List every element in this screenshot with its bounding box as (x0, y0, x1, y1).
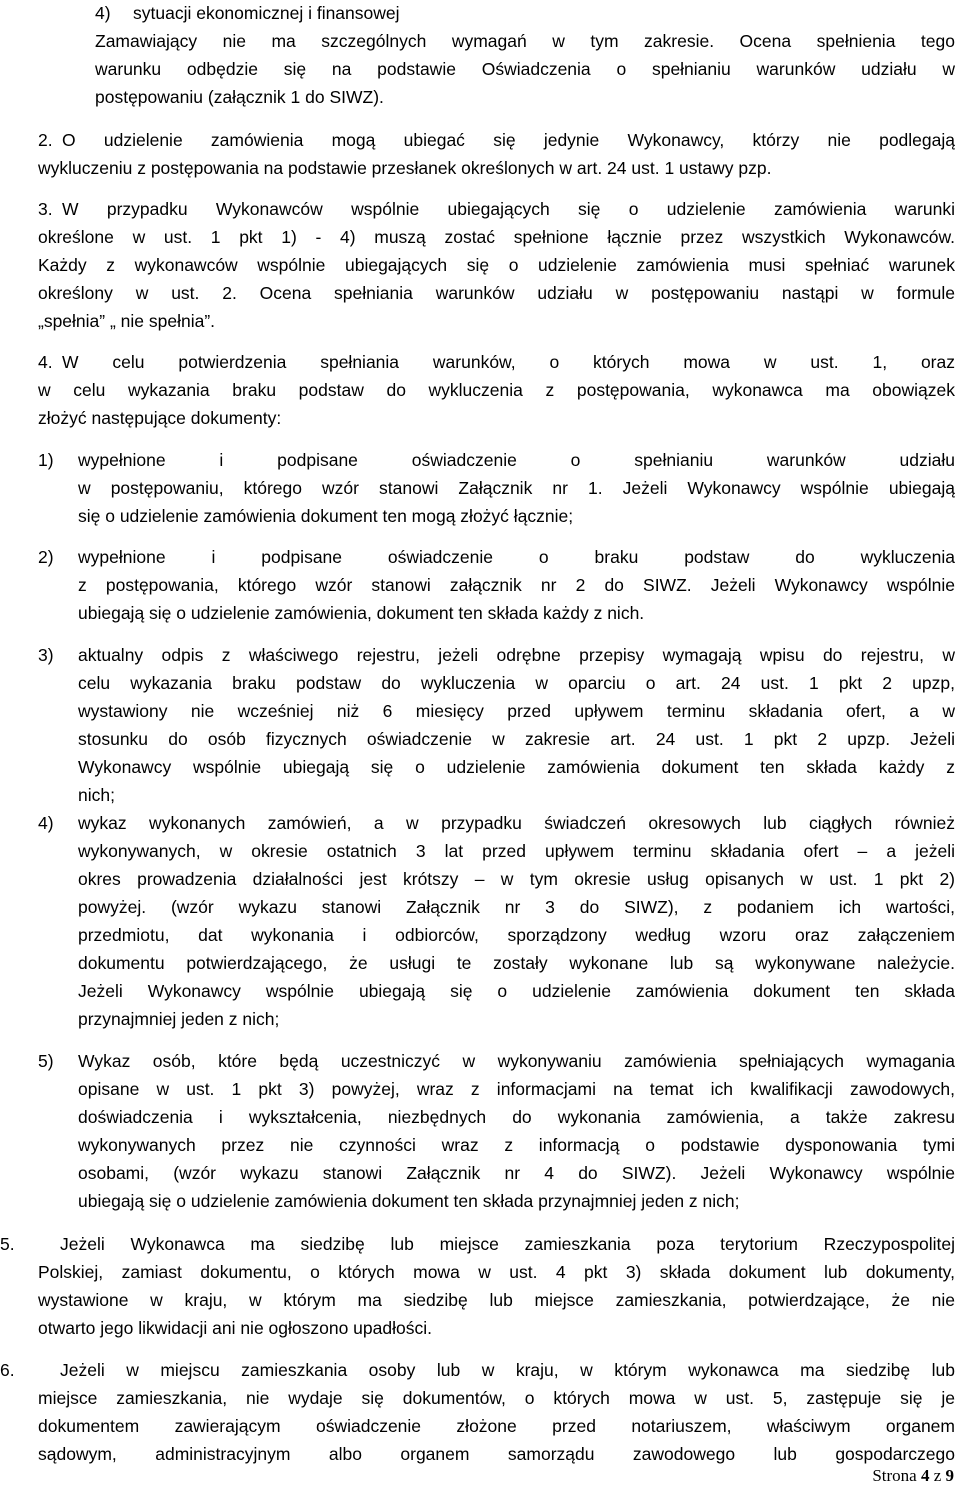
list-item-line: Wykaz osób, które będą uczestniczyć w wykonywaniu zamówienia spełniających wymagania (78, 1051, 955, 1071)
paragraph-line: W celu potwierdzenia spełniania warunków, o których mowa w ust. 1, oraz (62, 352, 955, 372)
section-number: 4. (38, 352, 53, 372)
list-item-line: z postępowania, którego wzór stanowi załącznik nr 2 do SIWZ. Jeżeli Wykonawcy wspólnie (78, 575, 955, 595)
paragraph-line: Zamawiający nie ma szczególnych wymagań w tym zakresie. Ocena spełnienia tego (95, 31, 955, 51)
list-item-line: się o udzielenie zamówienia dokument ten mogą złożyć łącznie; (78, 506, 574, 526)
item-number: 4) (95, 3, 111, 23)
paragraph-line: otwarto jego likwidacji ani nie ogłoszono upadłości. (38, 1318, 432, 1338)
list-item-line: aktualny odpis z właściwego rejestru, jeżeli odrębne przepisy wymagają wpisu do rejestru, w (78, 645, 955, 665)
section-number: 5. (0, 1234, 15, 1254)
section-number: 2. (38, 130, 53, 150)
paragraph-line: wystawione w kraju, w którym ma siedzibę lub miejsce zamieszkania, potwierdzające, że nie (38, 1290, 955, 1310)
list-item-line: ubiegają się o udzielenie zamówienia dokument ten składa przynajmniej jeden z nich; (78, 1191, 740, 1211)
list-number: 5) (38, 1051, 54, 1071)
list-item-line: wypełnione i podpisane oświadczenie o spełnianiu warunków udziału (78, 450, 955, 470)
list-item-line: Wykonawcy wspólnie ubiegają się o udzielenie zamówienia dokument ten składa każdy z (78, 757, 955, 777)
list-item-line: opisane w ust. 1 pkt 3) powyżej, wraz z informacjami na temat ich kwalifikacji zawodowych, (78, 1079, 955, 1099)
list-item-line: przedmiotu, dat wykonania i odbiorców, sporządzony według wzoru oraz załączeniem (78, 925, 955, 945)
paragraph-line: Polskiej, zamiast dokumentu, o których mowa w ust. 4 pkt 3) składa dokument lub dokumenty, (38, 1262, 955, 1282)
list-item-line: wypełnione i podpisane oświadczenie o braku podstaw do wykluczenia (78, 547, 955, 567)
paragraph-line: złożyć następujące dokumenty: (38, 408, 282, 428)
paragraph-line: sądowym, administracyjnym albo organem samorządu zawodowego lub gospodarczego (38, 1444, 955, 1464)
paragraph-line: w celu wykazania braku podstaw do wykluczenia z postępowania, wykonawca ma obowiązek (38, 380, 955, 400)
paragraph-line: warunku odbędzie się na podstawie Oświadczenia o spełnianiu warunków udziału w (95, 59, 955, 79)
list-item-line: celu wykazania braku podstaw do wykluczenia w oparciu o art. 24 ust. 1 pkt 2 upzp, (78, 673, 955, 693)
list-item-line: dokumentu potwierdzającego, że usługi te zostały wykonane lub są wykonywane należycie. (78, 953, 955, 973)
list-number: 2) (38, 547, 54, 567)
list-item-line: wystawiony nie wcześniej niż 6 miesięcy przed upływem terminu składania ofert, a w (78, 701, 955, 721)
list-number: 3) (38, 645, 54, 665)
paragraph-line: Jeżeli w miejscu zamieszkania osoby lub w kraju, w którym wykonawca ma siedzibę lub (60, 1360, 955, 1380)
list-item-line: wykonywanych przez nie czynności wraz z informacją o podstawie dysponowania tymi (78, 1135, 955, 1155)
list-item-line: przynajmniej jeden z nich; (78, 1009, 280, 1029)
paragraph-line: „spełnia” „ nie spełnia”. (38, 311, 216, 331)
list-item-line: osobami, (wzór wykazu stanowi Załącznik nr 4 do SIWZ). Jeżeli Wykonawcy wspólnie (78, 1163, 955, 1183)
list-item-line: Jeżeli Wykonawcy wspólnie ubiegają się o udzielenie zamówienia dokument ten składa (78, 981, 955, 1001)
list-item-line: stosunku do osób fizycznych oświadczenie w zakresie art. 24 ust. 1 pkt 2 upzp. Jeżeli (78, 729, 955, 749)
page-footer (872, 1465, 954, 1487)
list-item-line: wykaz wykonanych zamówień, a w przypadku świadczeń okresowych lub ciągłych również (78, 813, 955, 833)
list-item-line: wykonywanych, w okresie ostatnich 3 lat przed upływem terminu składania ofert – a jeżeli (78, 841, 955, 861)
list-item-line: doświadczenia i wykształcenia, niezbędnych do wykonania zamówienia, a także zakresu (78, 1107, 955, 1127)
list-number: 1) (38, 450, 54, 470)
list-item-line: nich; (78, 785, 115, 805)
paragraph-line: określone w ust. 1 pkt 1) - 4) muszą zostać spełnione łącznie przez wszystkich Wykonawców. (38, 227, 955, 247)
section-number: 6. (0, 1360, 15, 1380)
list-item-line: ubiegają się o udzielenie zamówienia, dokument ten składa każdy z nich. (78, 603, 645, 623)
footer-total-pages: 9 (945, 1466, 954, 1485)
paragraph-line: O udzielenie zamówienia mogą ubiegać się jedynie Wykonawcy, którzy nie podlegają (62, 130, 955, 150)
list-item-line: powyżej. (wzór wykazu stanowi Załącznik nr 3 do SIWZ), z podaniem ich wartości, (78, 897, 955, 917)
list-number: 4) (38, 813, 54, 833)
section-number: 3. (38, 199, 53, 219)
list-item-line: okres prowadzenia działalności jest krótszy – w tym okresie usług opisanych w ust. 1 pkt 2) (78, 869, 955, 889)
footer-separator: z (933, 1466, 942, 1485)
paragraph-line: Jeżeli Wykonawca ma siedzibę lub miejsce zamieszkania poza terytorium Rzeczypospolitej (60, 1234, 955, 1254)
paragraph-line: W przypadku Wykonawców wspólnie ubiegających się o udzielenie zamówienia warunki (62, 199, 955, 219)
item-title: sytuacji ekonomicznej i finansowej (133, 3, 400, 23)
paragraph-line: postępowaniu (załącznik 1 do SIWZ). (95, 87, 384, 107)
paragraph-line: wykluczeniu z postępowania na podstawie przesłanek określonych w art. 24 ust. 1 ustawy pzp. (38, 158, 772, 178)
footer-prefix: Strona (872, 1466, 917, 1485)
paragraph-line: miejsce zamieszkania, nie wydaje się dokumentów, o których mowa w ust. 5, zastępuje się je (38, 1388, 955, 1408)
paragraph-line: określony w ust. 2. Ocena spełniania warunków udziału w postępowaniu nastąpi w formule (38, 283, 955, 303)
list-item-line: w postępowaniu, którego wzór stanowi Załącznik nr 1. Jeżeli Wykonawcy wspólnie ubiegają (78, 478, 955, 498)
paragraph-line: Każdy z wykonawców wspólnie ubiegających się o udzielenie zamówienia musi spełniać warunek (38, 255, 955, 275)
paragraph-line: dokumentem zawierającym oświadczenie złożone przed notariuszem, właściwym organem (38, 1416, 955, 1436)
footer-page-number: 4 (920, 1466, 930, 1485)
